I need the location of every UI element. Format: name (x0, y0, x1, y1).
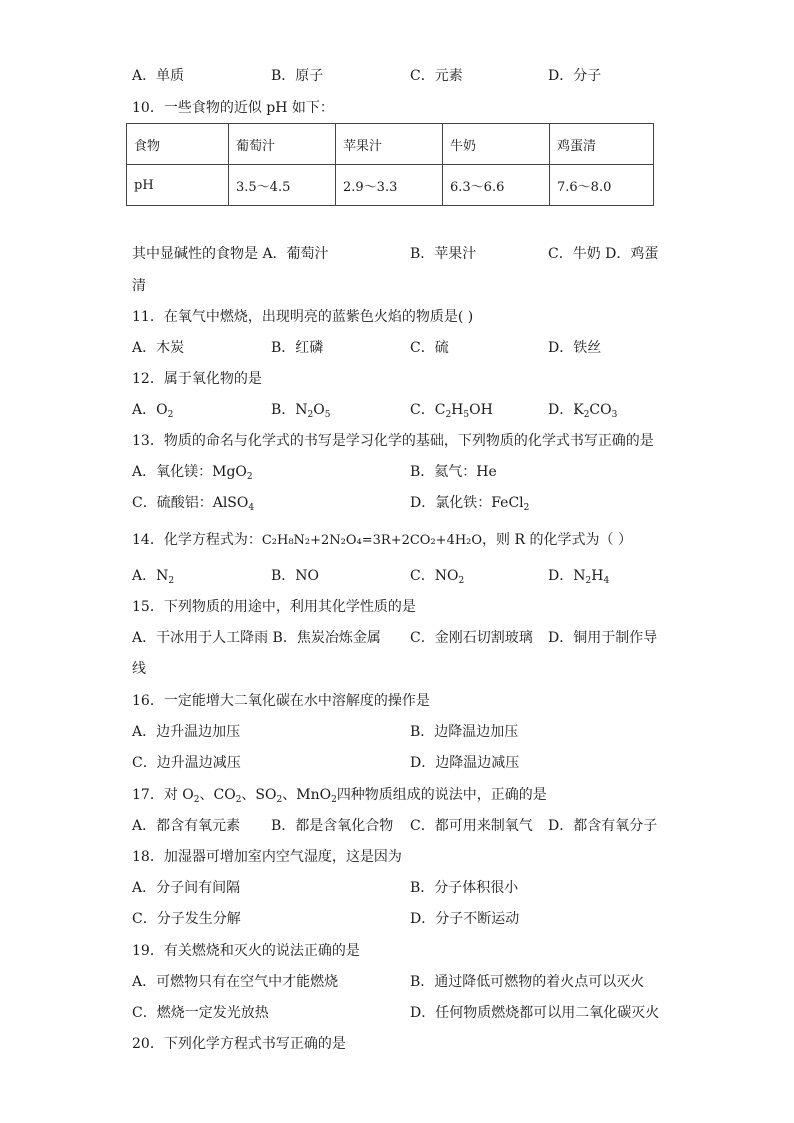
q15-line2: 线 (132, 661, 146, 677)
table-cell: 2.9～3.3 (336, 165, 443, 206)
q16-option-c: C．边升温边减压 (132, 755, 241, 771)
formula-sub: 2 (307, 410, 314, 420)
table-cell: 苹果汁 (336, 124, 443, 165)
q15-line1-a: A．干冰用于人工降雨 B．焦炭冶炼金属 (132, 630, 381, 646)
q18-stem: 18．加湿器可增加室内空气湿度，这是因为 (132, 849, 402, 865)
q9-option-a: A．单质 (132, 68, 185, 84)
formula-sub: 4 (248, 503, 255, 513)
q17-option-a: A．都含有氧元素 (132, 818, 241, 834)
stem-text: 17．对 O (132, 787, 194, 803)
formula-part: O (313, 402, 325, 418)
formula-sub: 4 (603, 576, 610, 586)
formula-sub: 2 (276, 795, 283, 805)
q11-stem: 11．在氧气中燃烧，出现明亮的蓝紫色火焰的物质是( ) (132, 309, 474, 325)
q13-option-d (410, 493, 529, 513)
q10-stem: 10．一些食物的近似 pH 如下： (132, 100, 334, 116)
table-cell: pH (127, 165, 229, 206)
formula-sub: 2 (585, 576, 592, 586)
q19-option-d: D．任何物质燃烧都可以用二氧化碳灭火 (410, 1005, 660, 1021)
option-text: D．N (548, 568, 586, 584)
q16-option-b: B．边降温边加压 (410, 724, 519, 740)
q16-option-a: A．边升温边加压 (132, 724, 241, 740)
q12-stem: 12．属于氧化物的是 (132, 371, 262, 387)
q12-option-d (548, 400, 617, 420)
q18-option-c: C．分子发生分解 (132, 911, 241, 927)
q14-option-a (132, 566, 174, 586)
q15-stem: 15．下列物质的用途中，利用其化学性质的是 (132, 599, 416, 615)
q19-stem: 19．有关燃烧和灭火的说法正确的是 (132, 943, 360, 959)
table-cell: 葡萄汁 (229, 124, 336, 165)
q19-option-b: B．通过降低可燃物的着火点可以灭火 (410, 974, 645, 990)
option-text: C．硫酸铝：AlSO (132, 495, 249, 511)
q9-option-c: C．元素 (410, 68, 463, 84)
formula-sub: 2 (523, 503, 530, 513)
q13-stem: 13．物质的命名与化学式的书写是学习化学的基础，下列物质的化学式书写正确的是 (132, 433, 654, 449)
q17-stem (132, 785, 547, 805)
formula-part: B．N (271, 402, 308, 418)
stem-text: 、SO (241, 787, 277, 803)
stem-text: 、CO (199, 787, 236, 803)
option-text: H (591, 568, 604, 584)
q18-option-b: B．分子体积很小 (410, 880, 519, 896)
stem-text: 、MnO (282, 787, 332, 803)
option-text: C．NO (410, 568, 459, 584)
q11-option-a: A．木炭 (132, 340, 185, 356)
formula-sub: 2 (331, 795, 337, 805)
formula-part: CO (589, 402, 612, 418)
ph-table-header-row (127, 124, 654, 165)
q16-stem: 16．一定能增大二氧化碳在水中溶解度的操作是 (132, 693, 430, 709)
table-cell: 7.6～8.0 (550, 165, 654, 206)
q16-option-d: D．边降温边减压 (410, 755, 520, 771)
option-text: A．N (132, 568, 169, 584)
formula-sub: 3 (611, 410, 618, 420)
q14-option-b: B．NO (271, 568, 320, 584)
option-text: A．氧化镁：MgO (132, 464, 247, 480)
q17-option-c: C．都可用来制氧气 (410, 818, 533, 834)
q14-option-c (410, 566, 464, 586)
q15-line1-c: D．铜用于制作导 (548, 630, 658, 646)
formula-part: D．K (548, 402, 584, 418)
q12-option-a (132, 400, 173, 420)
table-cell: 鸡蛋清 (550, 124, 654, 165)
option-text: D．氯化铁：FeCl (410, 495, 524, 511)
table-cell: 食物 (127, 124, 229, 165)
q13-option-b: B．氦气：He (410, 464, 497, 480)
formula-sub: 2 (246, 472, 253, 482)
q9-option-d: D．分子 (548, 68, 602, 84)
q10-line1-a: 其中显碱性的食物是 A．葡萄汁 (132, 246, 329, 262)
formula-sub: 2 (458, 576, 465, 586)
q14-stem (132, 530, 632, 550)
q13-option-a (132, 462, 253, 482)
stem-text: 14．化学方程式为： (132, 532, 262, 548)
table-cell: 牛奶 (443, 124, 550, 165)
ph-table-value-row (127, 165, 654, 206)
formula-sub: 5 (324, 410, 331, 420)
q11-option-b: B．红磷 (271, 340, 324, 356)
stem-text: ，则 R 的化学式为（ ） (482, 532, 632, 548)
formula-sub: 2 (168, 576, 175, 586)
formula-sub: 2 (167, 410, 174, 420)
q10-line1-c: C．牛奶 D．鸡蛋 (548, 246, 659, 262)
q17-option-b: B．都是含氧化合物 (271, 818, 394, 834)
formula-sub: 2 (193, 795, 200, 805)
formula-part: OH (469, 402, 493, 418)
ph-table (126, 123, 654, 206)
q17-option-d: D．都含有氧分子 (548, 818, 658, 834)
formula-sub: 5 (463, 410, 470, 420)
q15-line1-b: C．金刚石切割玻璃 (410, 630, 533, 646)
formula-sub: 2 (583, 410, 590, 420)
q10-line1-b: B．苹果汁 (410, 246, 477, 262)
formula-sub: 2 (445, 410, 452, 420)
q9-option-b: B．原子 (271, 68, 324, 84)
q12-option-c (410, 400, 493, 420)
q19-option-c: C．燃烧一定发光放热 (132, 1005, 269, 1021)
q12-option-b (271, 400, 331, 420)
q19-option-a: A．可燃物只有在空气中才能燃烧 (132, 974, 339, 990)
q10-line2: 清 (132, 278, 146, 294)
q20-stem: 20．下列化学方程式书写正确的是 (132, 1036, 346, 1052)
formula-part: C．C (410, 402, 446, 418)
stem-text: 四种物质组成的说法中，正确的是 (336, 787, 547, 803)
q14-option-d (548, 566, 609, 586)
chemical-equation: C₂H₈N₂+2N₂O₄=3R+2CO₂+4H₂O (261, 533, 483, 548)
formula-part: H (451, 402, 464, 418)
formula-sub: 2 (235, 795, 242, 805)
q11-option-d: D．铁丝 (548, 340, 602, 356)
formula-part: A．O (132, 402, 168, 418)
table-cell: 6.3～6.6 (443, 165, 550, 206)
table-cell: 3.5～4.5 (229, 165, 336, 206)
q18-option-d: D．分子不断运动 (410, 911, 520, 927)
q18-option-a: A．分子间有间隔 (132, 880, 241, 896)
q13-option-c (132, 493, 254, 513)
q11-option-c: C．硫 (410, 340, 449, 356)
